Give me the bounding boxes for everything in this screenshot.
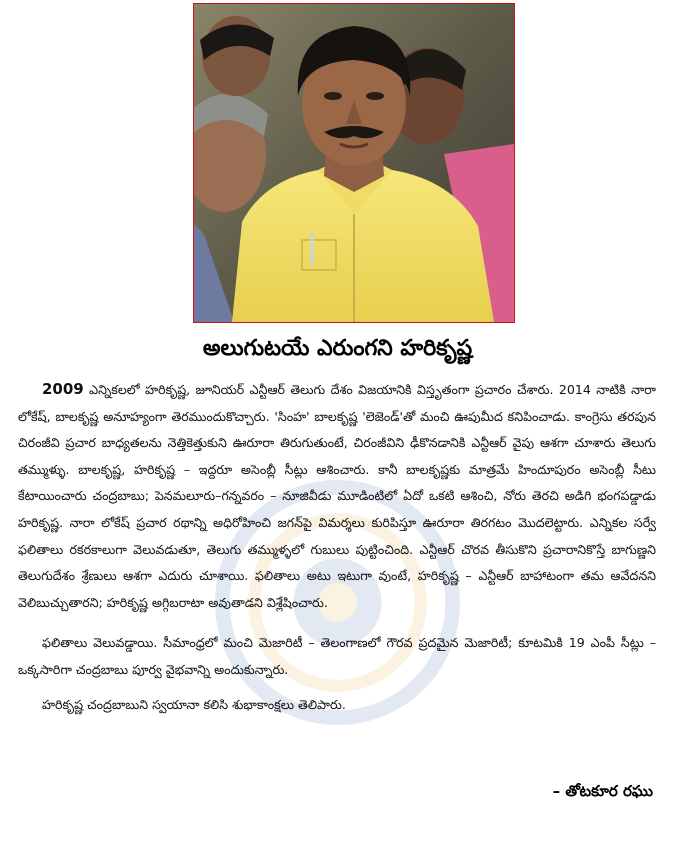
article-paragraph-3: హరికృష్ణ చంద్రబాబుని స్వయానా కలిసి శుభాకాంక్షలు తెలిపారు. bbox=[42, 696, 346, 712]
article-body bbox=[18, 376, 656, 718]
article-paragraph-2: ఫలితాలు వెలువడ్డాయి. సీమాంధ్రలో మంచి మెజారిటీ – తెలంగాణలో గౌరవ ప్రదమైన మెజారిటీ; కూటమికి 19 ఎంపీ సీట్లు – ఒక్కసారిగా చంద్రబాబు పూర్వ వైభవాన్ని అందుకున్నారు. bbox=[18, 635, 656, 677]
portrait-illustration bbox=[194, 4, 514, 322]
article-paragraph-1 bbox=[18, 376, 656, 616]
article-year: 2009 bbox=[42, 380, 84, 398]
article-paragraph-1-text: ఎన్నికలలో హరికృష్ణ, జూనియర్ ఎన్టీఆర్ తెలుగు దేశం విజయానికి విస్తృతంగా ప్రచారం చేశారు. 2014 నాటికి నారా లోకేష్, బాలకృష్ణ అనూహ్యంగా తెరముందుకొచ్చారు. 'సింహ' బాలకృష్ణ 'లెజెండ్'తో మంచి ఊపుమీద కనిపించాడు. కాంగ్రెసు తరపున చిరంజీవి ప్రచార బాధ్యతలను నెత్తికెత్తుకుని ఊరూరా తిరుగుతుంటే, చిరంజీవిని ఢీకొనడానికి ఎన్టీఆర్ వైపు ఆశగా చూశారు తెలుగు తమ్ముళ్ళు. బాలకృష్ణ, హరికృష్ణ – ఇద్దరూ అసెంబ్లీ సీట్లు ఆశించారు. కానీ బాలకృష్ణకు మాత్రమే హిందూపురం అసెంబ్లీ సీటు కేటాయించారు చంద్రబాబు; పెనమలూరు–గన్నవరం – నూజివీడు మూడింటిలో ఏదో ఒకటి ఆశించి, నోరు తెరచి అడిగి భంగపడ్డాడు హరికృష్ణ. నారా లోకేష్ ప్రచార రథాన్ని అధిరోహించి జగన్‌పై విమర్శలు కురిపిస్తూ ఊరూరా తిరగటం మొదలెట్టారు. ఎన్నికల సర్వే ఫలితాలు రకరకాలుగా వెలువడుతూ, తెలుగు తమ్ముళ్ళలో గుబులు పుట్టించింది. ఎన్టీఆర్ చొరవ తీసుకొని ప్రచారానికొస్తే బాగుణ్ణని తెలుగుదేశం శ్రేణులు ఆశగా ఎదురు చూశాయి. ఫలితాలు అటు ఇటుగా వుంటే, హరికృష్ణ – ఎన్టీఆర్ బాహాటంగా తమ ఆవేదనని వెలిబుచ్చుతారని; హరికృష్ణ అగ్గిబరాటా అవుతాడని విశ్లేషించారు. bbox=[18, 382, 656, 610]
article-photo bbox=[193, 3, 515, 323]
author-byline: – తోటకూర రఘు bbox=[552, 782, 653, 800]
article-headline: అలుగుటయే ఎరుంగని హరికృష్ణ bbox=[202, 336, 473, 361]
